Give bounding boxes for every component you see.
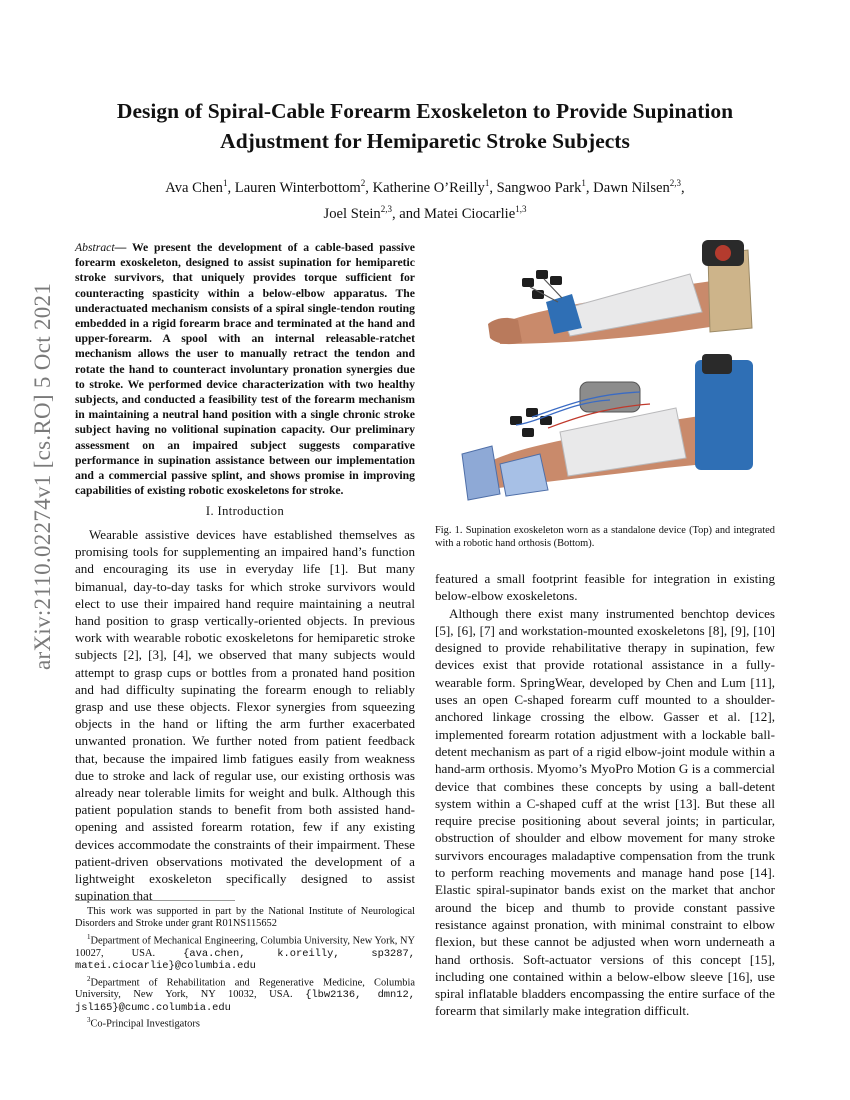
section-heading-introduction: I. Introduction [205,504,285,518]
arxiv-id-text: arXiv:2110.02274v1 [cs.RO] 5 Oct 2021 [30,282,55,670]
author-affiliation-sup: 1 [484,178,490,188]
affiliation-email: {ava.chen, k.oreilly, sp3287, matei.ciocarlie}@columbia.edu [75,947,415,973]
author-name: Lauren Winterbottom [234,179,361,196]
author-line-2 [95,199,755,225]
footnotes [75,906,415,1031]
intro-paragraph: Wearable assistive devices have established themselves as promising tools for supplementing an impaired hand’s function and encouraging its use in everyday life [1]. But many bimanual, day-to-day tasks for which stroke survivors would elect to use their impaired hand require maintaining a neutral hand position to grasp vertically-oriented objects. In previous work with wearable robotic exoskeletons for hemiparetic stroke subjects [2], [3], [4], we observed that many subjects would attempt to grasp cups or bottles from a pronated hand position and had difficulty supinating the forearm enough to reliably grasp and use these objects. Flexor synergies from squeezing objects in the hand or lifting the arm further exacerbated unwanted pronation. We further noted from patient feedback that, because the impaired limb fatigues easily from weakness due to stroke and lack of regular use, our existing orthosis was already near tolerable limits for weight and bulk. Although this patient population stands to benefit from both assisted hand-opening and assisted forearm rotation, few if any existing devices accommodate the constraints of their impairment. These patient-driven observations motivated the development of a lightweight exoskeleton specifically designed to assist supination that [75,527,415,904]
arxiv-identifier [19,282,67,670]
footnote-marker: 2 [87,974,91,983]
author-name: Ava Chen [165,179,223,196]
footnote-marker: 3 [87,1016,91,1025]
funding-note: This work was supported in part by the National Institute of Neurological Disorders and Stroke under grant R01NS115652 [75,906,415,930]
author-affiliation-sup: 2 [360,178,366,188]
figure-1-caption: Fig. 1. Supination exoskeleton worn as a standalone device (Top) and integrated with a robotic hand orthosis (Bottom). [435,525,775,549]
figure-1 [440,232,770,512]
affiliation-note-3 [75,1014,415,1031]
author-name: Joel Stein [323,205,381,222]
affiliation-text: Department of Mechanical Engineering, Columbia University, New York, NY 10027, USA. [75,935,415,959]
affiliation-text: Co-Principal Investigators [90,1018,200,1030]
author-name: Sangwoo Park [496,179,582,196]
author-affiliation-sup: 1 [581,178,586,188]
related-work-paragraph: Although there exist many instrumented benchtop devices [5], [6], [7] and workstation-mounted exoskeletons [8], [9], [10] designed to provide rehabilitative therapy in supination, few devices exist that provide rotational assistance in a fully-wearable form. SpringWear, developed by Chen and Lum [11], uses an open C-shaped forearm cuff mounted to a shoulder-anchored linkage crossing the elbow. Gasser et al. [12], implemented forearm rotation adjustment with a lockable ball-detent mechanism as part of a rigid elbow-joint module within a hand-arm orthosis. Myomo’s MyoPro Motion G is a commercial device that combines these concepts by using a ball-detent system within a C-shaped cuff at the wrist [13]. But these all require precise positioning about several joints; in particular, obstruction of shoulder and elbow movement for many stroke survivors encourages maladaptive compensation from the trunk to perform reaching movements and manage hand pose [14]. Elastic spiral-supinator bands exist on the market that anchor around the bicep and thumb to provide constant passive resistance against pronation, with minimal constraint to elbow flexion, but these cannot be adjusted when worn underneath a hand orthosis. Soft-actuator versions of this concept [15], including one contained within a below-elbow sleeve [16], use spiral inflatable bladders encompassing the entire surface of the forearm that similarly make integration difficult. [435,605,775,1019]
affiliation-note-2 [75,973,415,1015]
affiliation-text: Department of Rehabilitation and Regenerative Medicine, Columbia University, New York, NY 10032, USA. [75,976,415,1001]
right-column-body [435,570,775,1020]
author-affiliation-sup: 1 [222,178,228,188]
footnote-marker: 1 [87,932,91,941]
paper-title: Design of Spiral-Cable Forearm Exoskeleton to Provide Supination Adjustment for Hemiparetic Stroke Subjects [116,99,734,153]
abstract-label: Abstract [75,241,115,254]
author-sep: , [681,179,685,196]
abstract-paragraph [75,240,415,498]
author-affiliation-sup: 2,3 [380,203,392,214]
author-sep: , [365,179,373,196]
abstract-text: We present the development of a cable-based passive forearm exoskeleton, designed to assist supination for hemiparetic stroke survivors, that uniquely provides torque sufficient for counteracting spasticity within a below-elbow apparatus. The underactuated mechanism consists of a spiral single-tendon routing embedded in a rigid forearm brace and terminated at the hand and upper-forearm. A spool with an internal releasable-ratchet mechanism allows the user to manually retract the tendon and rotate the hand to counteract involuntary pronation synergies due to stroke. We performed device characterization with two healthy subjects, and conducted a feasibility test of the forearm mechanism in maintaining a neutral hand position with a single chronic stroke subject having no volitional supination capacity. Our preliminary assessment on an impaired subject suggests comparative performance in supination assistance between our implementation and a commercial passive splint, and shows promise in improving capabilities of existing robotic exoskeletons for stroke. [75,241,415,498]
author-sep: , [489,179,497,196]
author-name: Katherine O’Reilly [372,179,485,196]
author-line-1 [95,173,755,199]
affiliation-note-1 [75,931,415,973]
continuation-paragraph: featured a small footprint feasible for integration in existing below-elbow exoskeletons. [435,571,775,604]
author-name: Dawn Nilsen [593,179,670,196]
author-sep: , [585,179,594,196]
affiliation-email: {lbw2136, dmn12, jsl165}@cumc.columbia.edu [75,989,415,1014]
author-sep: , [227,179,235,196]
photo-bottom-integrated-orthosis [462,354,753,500]
footnote-divider [75,900,235,901]
exoskeleton-photos [440,232,770,512]
introduction-body [75,526,415,904]
author-affiliation-sup: 2,3 [669,178,682,188]
author-list [95,173,755,225]
abstract-dash: — [114,241,132,254]
author-sep: , and [391,205,424,222]
author-affiliation-sup: 1,3 [515,203,527,214]
abstract [75,240,415,498]
photo-top-standalone-device [488,240,752,344]
author-name: Matei Ciocarlie [424,205,516,222]
